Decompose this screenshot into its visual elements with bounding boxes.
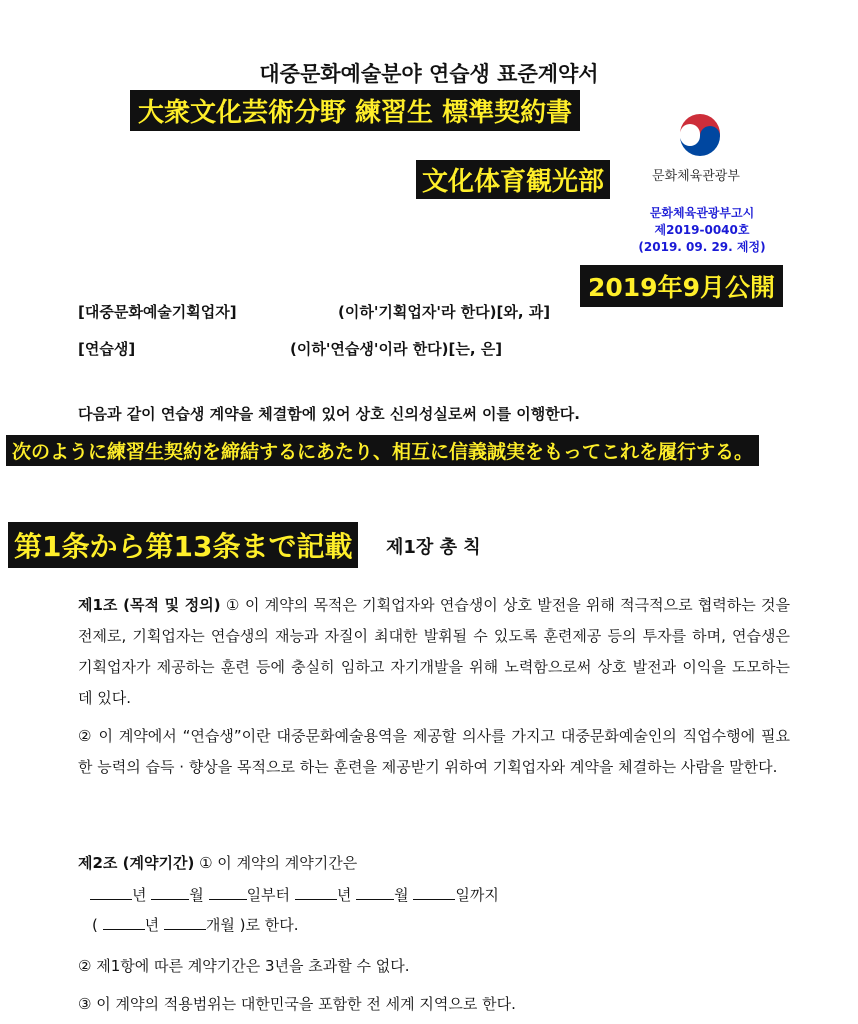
agency-label: [대중문화예술기획업자] — [78, 303, 237, 321]
start-year-blank[interactable] — [90, 885, 132, 900]
duration-open: ( — [92, 916, 98, 934]
article2-paragraph1 — [78, 852, 357, 873]
document-title-japanese: 大衆文化芸術分野 練習生 標準契約書 — [130, 90, 580, 131]
document-title-korean: 대중문화예술분야 연습생 표준계약서 — [259, 62, 599, 86]
article1-text2: ② 이 계약에서 “연습생”이란 대중문화예술용역을 제공할 의사를 가지고 대중문화예술인의 직업수행에 필요한 능력의 습득 · 향상을 목적으로 하는 훈련을 제공받기 위하여 기획업자와 계약을 체결하는 사람을 말한다. — [78, 727, 790, 776]
notice-line: (2019. 09. 29. 제정) — [638, 240, 766, 254]
duration-month-unit: 개월 )로 한다. — [205, 916, 299, 934]
intro-japanese: 次のように練習生契約を締結するにあたり、相互に信義誠実をもってこれを履行する。 — [6, 435, 759, 466]
contract-period-dates — [90, 884, 499, 905]
article1-heading: 제1조 (목적 및 정의) — [78, 596, 221, 614]
ministry-notice — [608, 205, 796, 256]
article1-paragraph1 — [78, 590, 790, 714]
end-day-blank[interactable] — [413, 885, 455, 900]
article2-lead: ① 이 계약의 계약기간은 — [199, 854, 358, 872]
date-unit: 월 — [394, 886, 409, 904]
date-unit: 일까지 — [455, 886, 499, 904]
start-day-blank[interactable] — [209, 885, 247, 900]
ministry-name-korean: 문화체육관광부 — [652, 169, 740, 184]
notice-line: 문화체육관광부고시 — [649, 206, 755, 220]
end-year-blank[interactable] — [295, 885, 337, 900]
end-month-blank[interactable] — [356, 885, 394, 900]
date-unit: 일부터 — [246, 886, 291, 904]
contract-duration — [92, 914, 299, 935]
article1-text1: ① 이 계약의 목적은 기획업자와 연습생이 상호 발전을 위해 적극적으로 협력하는 것을 전제로, 기획업자는 연습생의 재능과 자질이 최대한 발휘될 수 있도록 훈련제공 등의 투자를 하며, 연습생은 기획업자가 제공하는 훈련 등에 충실히 임하고 자기개발을 위해 노력함으로써 상호 발전과 이익을 도모하는 데 있다. — [78, 596, 790, 707]
intro-korean: 다음과 같이 연습생 계약을 체결함에 있어 상호 신의성실로써 이를 이행한다. — [78, 405, 580, 423]
articles-range-note: 第1条から第13条まで記載 — [8, 522, 358, 568]
government-emblem-icon — [676, 112, 724, 160]
start-month-blank[interactable] — [151, 885, 189, 900]
duration-year-unit: 년 — [144, 916, 160, 934]
ministry-name-japanese: 文化体育観光部 — [416, 160, 610, 199]
date-unit: 월 — [189, 886, 204, 904]
duration-year-blank[interactable] — [103, 915, 145, 930]
chapter-title: 제1장 총 칙 — [386, 537, 481, 558]
article1-paragraph2 — [78, 721, 790, 783]
agency-suffix: (이하'기획업자'라 한다)[와, 과] — [338, 303, 551, 321]
article2-paragraph3: ③ 이 계약의 적용범위는 대한민국을 포함한 전 세계 지역으로 한다. — [78, 995, 516, 1013]
trainee-suffix: (이하'연습생'이라 한다)[는, 은] — [290, 340, 503, 358]
article2-paragraph2: ② 제1항에 따른 계약기간은 3년을 초과할 수 없다. — [78, 957, 410, 975]
date-unit: 년 — [132, 886, 147, 904]
article2-heading: 제2조 (계약기간) — [78, 854, 195, 872]
trainee-label: [연습생] — [78, 340, 136, 358]
notice-line: 제2019-0040호 — [654, 223, 750, 237]
date-unit: 년 — [336, 886, 352, 904]
duration-month-blank[interactable] — [164, 915, 206, 930]
publication-date-badge: 2019年9月公開 — [580, 265, 783, 307]
